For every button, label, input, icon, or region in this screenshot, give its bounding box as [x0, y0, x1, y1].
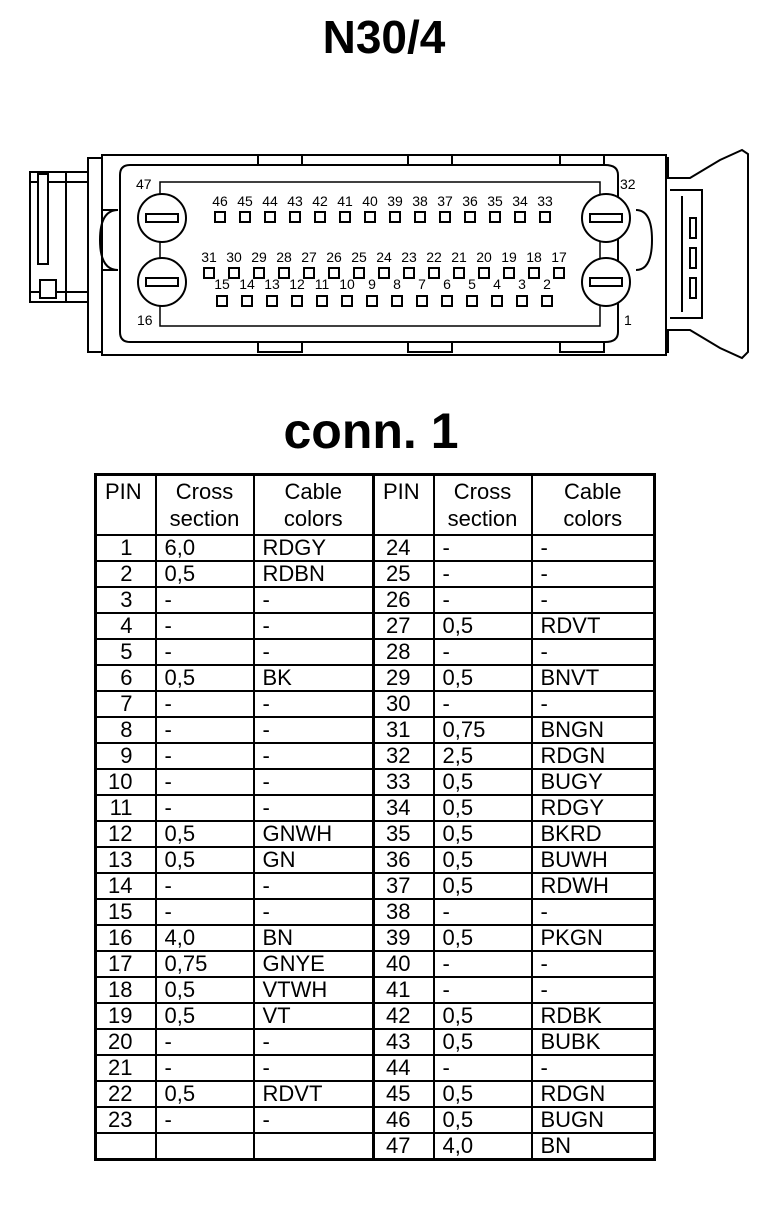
pin-number-label: 42	[312, 193, 328, 209]
cable-color-cell: RDGY	[254, 535, 374, 561]
pin-socket	[342, 296, 352, 306]
cross-section-cell: -	[434, 899, 532, 925]
pin-socket	[304, 268, 314, 278]
table-row	[96, 639, 655, 665]
cable-color-cell: RDBK	[532, 1003, 655, 1029]
table-row	[96, 561, 655, 587]
cable-color-cell: VT	[254, 1003, 374, 1029]
pin-number-label: 35	[487, 193, 503, 209]
header-cable-colors: Cable colors	[532, 475, 655, 536]
pin-cell: 35	[374, 821, 434, 847]
cable-color-cell: -	[532, 951, 655, 977]
pin-cell: 21	[96, 1055, 156, 1081]
pin-cell: 8	[96, 717, 156, 743]
pin-socket	[229, 268, 239, 278]
pin-cell: 18	[96, 977, 156, 1003]
cable-color-cell: -	[254, 639, 374, 665]
table-row	[96, 691, 655, 717]
pin-cell: 42	[374, 1003, 434, 1029]
table-row	[96, 587, 655, 613]
cross-section-cell: 0,5	[434, 925, 532, 951]
cross-section-cell: 0,5	[434, 1029, 532, 1055]
pin-cell: 9	[96, 743, 156, 769]
cable-color-cell: -	[532, 561, 655, 587]
cable-color-cell: BK	[254, 665, 374, 691]
cross-section-cell: -	[156, 769, 254, 795]
pin-socket	[279, 268, 289, 278]
pin-socket	[540, 212, 550, 222]
pin-socket	[215, 212, 225, 222]
pin-cell: 30	[374, 691, 434, 717]
pin-number-label: 29	[251, 249, 267, 265]
pin-number-label: 30	[226, 249, 242, 265]
pin-socket	[515, 212, 525, 222]
cross-section-cell: 0,5	[434, 795, 532, 821]
pin-socket	[467, 296, 477, 306]
pin-cell: 23	[96, 1107, 156, 1133]
pin-cell: 14	[96, 873, 156, 899]
pin-cell: 41	[374, 977, 434, 1003]
pin-number-label: 34	[512, 193, 528, 209]
table-row	[96, 1029, 655, 1055]
pin-cell: 47	[374, 1133, 434, 1160]
cable-color-cell: RDWH	[532, 873, 655, 899]
cable-color-cell: -	[532, 639, 655, 665]
pin-socket	[265, 212, 275, 222]
cable-color-cell: BUGN	[532, 1107, 655, 1133]
cable-color-cell: -	[532, 587, 655, 613]
pin-cell: 28	[374, 639, 434, 665]
cross-section-cell: 2,5	[434, 743, 532, 769]
cross-section-cell: 0,5	[434, 847, 532, 873]
pin-number-label: 33	[537, 193, 553, 209]
pin-socket	[442, 296, 452, 306]
cable-color-cell: RDGN	[532, 743, 655, 769]
cross-section-cell: 0,5	[434, 613, 532, 639]
cross-section-cell: -	[156, 873, 254, 899]
pin-number-label: 11	[314, 276, 330, 292]
table-row	[96, 613, 655, 639]
table-row	[96, 977, 655, 1003]
pin-socket	[554, 268, 564, 278]
pin-number-label: 40	[362, 193, 378, 209]
pin-cell	[96, 1133, 156, 1160]
pin-cell: 36	[374, 847, 434, 873]
pin-cell: 1	[96, 535, 156, 561]
pin-socket	[254, 268, 264, 278]
pin-number-label: 2	[543, 276, 551, 292]
pin-cell: 34	[374, 795, 434, 821]
cross-section-cell: -	[434, 977, 532, 1003]
pin-cell: 46	[374, 1107, 434, 1133]
pin-cell: 16	[96, 925, 156, 951]
table-row	[96, 1107, 655, 1133]
cross-section-cell: -	[156, 743, 254, 769]
table-row	[96, 1003, 655, 1029]
cable-color-cell: BN	[254, 925, 374, 951]
pin-cell: 44	[374, 1055, 434, 1081]
cross-section-cell: -	[156, 639, 254, 665]
pin-cell: 10	[96, 769, 156, 795]
header-pin: PIN	[374, 475, 434, 536]
cross-section-cell: 4,0	[434, 1133, 532, 1160]
pin-number-label: 41	[337, 193, 353, 209]
pin-socket	[240, 212, 250, 222]
corner-label-top-right: 32	[620, 176, 636, 192]
cable-color-cell: PKGN	[532, 925, 655, 951]
cable-color-cell: BUGY	[532, 769, 655, 795]
cross-section-cell: 0,5	[434, 665, 532, 691]
cross-section-cell: -	[156, 1029, 254, 1055]
pin-socket	[340, 212, 350, 222]
cross-section-cell: -	[156, 691, 254, 717]
pin-number-label: 3	[518, 276, 526, 292]
table-header-row	[96, 475, 655, 536]
cross-section-cell: 0,5	[434, 1003, 532, 1029]
header-cross-section: Cross section	[434, 475, 532, 536]
pin-number-label: 6	[443, 276, 451, 292]
cross-section-cell: -	[434, 1055, 532, 1081]
cross-section-cell: -	[434, 535, 532, 561]
pin-cell: 19	[96, 1003, 156, 1029]
cable-color-cell: -	[532, 1055, 655, 1081]
cross-section-cell: 0,5	[156, 665, 254, 691]
cross-section-cell: 0,75	[156, 951, 254, 977]
pin-number-label: 9	[368, 276, 376, 292]
cross-section-cell: 0,5	[156, 1003, 254, 1029]
pin-socket	[217, 296, 227, 306]
cable-color-cell: BNVT	[532, 665, 655, 691]
table-row	[96, 1081, 655, 1107]
pin-number-label: 45	[237, 193, 253, 209]
pin-socket	[479, 268, 489, 278]
pin-number-label: 38	[412, 193, 428, 209]
pin-number-label: 36	[462, 193, 478, 209]
table-row	[96, 769, 655, 795]
corner-label-top-left: 47	[136, 176, 152, 192]
pin-cell: 39	[374, 925, 434, 951]
pin-number-label: 39	[387, 193, 403, 209]
pin-cell: 4	[96, 613, 156, 639]
pin-socket	[390, 212, 400, 222]
cable-color-cell: RDBN	[254, 561, 374, 587]
cable-color-cell: -	[254, 873, 374, 899]
pin-cell: 5	[96, 639, 156, 665]
pin-socket	[365, 212, 375, 222]
cross-section-cell: -	[434, 691, 532, 717]
pin-cell: 20	[96, 1029, 156, 1055]
pin-number-label: 28	[276, 249, 292, 265]
pin-socket	[492, 296, 502, 306]
cross-section-cell: -	[156, 899, 254, 925]
pin-number-label: 26	[326, 249, 342, 265]
cross-section-cell: -	[156, 587, 254, 613]
pin-cell: 17	[96, 951, 156, 977]
pin-cell: 12	[96, 821, 156, 847]
header-cross-section: Cross section	[156, 475, 254, 536]
pin-cell: 15	[96, 899, 156, 925]
pin-socket	[315, 212, 325, 222]
pin-socket	[267, 296, 277, 306]
pin-cell: 26	[374, 587, 434, 613]
cross-section-cell: -	[156, 795, 254, 821]
cable-color-cell: RDVT	[532, 613, 655, 639]
pin-cell: 6	[96, 665, 156, 691]
pin-socket	[517, 296, 527, 306]
pin-socket	[404, 268, 414, 278]
pin-number-label: 14	[239, 276, 255, 292]
pin-socket	[317, 296, 327, 306]
pin-cell: 37	[374, 873, 434, 899]
pin-number-label: 37	[437, 193, 453, 209]
cable-color-cell: -	[254, 1055, 374, 1081]
table-row	[96, 899, 655, 925]
cable-color-cell: VTWH	[254, 977, 374, 1003]
pin-number-label: 8	[393, 276, 401, 292]
pin-socket	[417, 296, 427, 306]
pin-cell: 33	[374, 769, 434, 795]
cross-section-cell: 0,5	[434, 1081, 532, 1107]
cable-color-cell: -	[254, 613, 374, 639]
pin-socket	[529, 268, 539, 278]
pin-number-label: 23	[401, 249, 417, 265]
cable-color-cell: RDVT	[254, 1081, 374, 1107]
pin-number-label: 20	[476, 249, 492, 265]
pin-number-label: 21	[451, 249, 467, 265]
cross-section-cell: 0,5	[156, 821, 254, 847]
cross-section-cell: -	[156, 1107, 254, 1133]
pin-cell: 3	[96, 587, 156, 613]
cross-section-cell: 0,5	[156, 847, 254, 873]
pin-socket	[415, 212, 425, 222]
cross-section-cell: 0,5	[156, 561, 254, 587]
table-row	[96, 665, 655, 691]
cross-section-cell: -	[156, 717, 254, 743]
cross-section-cell: -	[434, 587, 532, 613]
connector-drawing	[0, 120, 768, 370]
table-row	[96, 795, 655, 821]
pin-number-label: 12	[289, 276, 305, 292]
cross-section-cell: -	[434, 561, 532, 587]
pin-cell: 11	[96, 795, 156, 821]
cross-section-cell: 0,5	[434, 1107, 532, 1133]
pin-cell: 45	[374, 1081, 434, 1107]
pin-number-label: 13	[264, 276, 280, 292]
pin-socket	[454, 268, 464, 278]
pin-socket	[379, 268, 389, 278]
cross-section-cell: -	[434, 639, 532, 665]
pin-socket	[504, 268, 514, 278]
cable-color-cell: BUWH	[532, 847, 655, 873]
table-row	[96, 847, 655, 873]
pin-number-label: 44	[262, 193, 278, 209]
pin-socket	[440, 212, 450, 222]
cross-section-cell: -	[156, 613, 254, 639]
pin-cell: 27	[374, 613, 434, 639]
pin-cell: 32	[374, 743, 434, 769]
corner-label-bottom-right: 1	[624, 312, 632, 328]
cross-section-cell: -	[156, 1055, 254, 1081]
table-row	[96, 873, 655, 899]
pin-number-label: 15	[214, 276, 230, 292]
pin-cell: 24	[374, 535, 434, 561]
pin-cell: 25	[374, 561, 434, 587]
pin-socket	[292, 296, 302, 306]
pin-cell: 31	[374, 717, 434, 743]
cable-color-cell: -	[254, 691, 374, 717]
pin-cell: 13	[96, 847, 156, 873]
table-row	[96, 1055, 655, 1081]
pin-socket	[542, 296, 552, 306]
pin-number-label: 17	[551, 249, 567, 265]
cross-section-cell: 0,5	[434, 769, 532, 795]
pin-cell: 29	[374, 665, 434, 691]
pin-number-label: 5	[468, 276, 476, 292]
cable-color-cell: GN	[254, 847, 374, 873]
pin-socket	[354, 268, 364, 278]
pin-socket	[392, 296, 402, 306]
table-row	[96, 743, 655, 769]
pin-assignment-table	[94, 473, 656, 1161]
pin-socket	[367, 296, 377, 306]
corner-label-bottom-left: 16	[137, 312, 153, 328]
pin-number-label: 22	[426, 249, 442, 265]
pin-socket	[329, 268, 339, 278]
connector-title: conn. 1	[283, 403, 459, 459]
cable-color-cell: BN	[532, 1133, 655, 1160]
pin-number-label: 18	[526, 249, 542, 265]
cross-section-cell: 0,75	[434, 717, 532, 743]
pin-number-label: 31	[201, 249, 217, 265]
pin-socket	[429, 268, 439, 278]
cable-color-cell: -	[532, 535, 655, 561]
cable-color-cell: -	[532, 691, 655, 717]
pin-cell: 2	[96, 561, 156, 587]
pin-socket	[465, 212, 475, 222]
cable-color-cell: -	[532, 977, 655, 1003]
cable-color-cell: RDGY	[532, 795, 655, 821]
pin-number-label: 7	[418, 276, 426, 292]
pin-cell: 38	[374, 899, 434, 925]
header-pin: PIN	[96, 475, 156, 536]
pin-number-label: 10	[339, 276, 355, 292]
cross-section-cell: 6,0	[156, 535, 254, 561]
cable-color-cell: -	[254, 743, 374, 769]
pin-socket	[242, 296, 252, 306]
cross-section-cell: -	[434, 951, 532, 977]
pin-cell: 43	[374, 1029, 434, 1055]
cross-section-cell: 0,5	[156, 1081, 254, 1107]
cross-section-cell	[156, 1133, 254, 1160]
pin-number-label: 24	[376, 249, 392, 265]
pin-number-label: 25	[351, 249, 367, 265]
cable-color-cell: -	[254, 769, 374, 795]
cross-section-cell: 4,0	[156, 925, 254, 951]
pin-socket	[490, 212, 500, 222]
pin-socket	[204, 268, 214, 278]
table-row	[96, 951, 655, 977]
cross-section-cell: 0,5	[156, 977, 254, 1003]
cable-color-cell: -	[532, 899, 655, 925]
table-row	[96, 925, 655, 951]
cable-color-cell: BNGN	[532, 717, 655, 743]
table-row	[96, 1133, 655, 1160]
cross-section-cell: 0,5	[434, 821, 532, 847]
pin-cell: 40	[374, 951, 434, 977]
cable-color-cell: GNYE	[254, 951, 374, 977]
cable-color-cell: -	[254, 1029, 374, 1055]
cable-color-cell: -	[254, 795, 374, 821]
cable-color-cell: BKRD	[532, 821, 655, 847]
table-row	[96, 821, 655, 847]
pin-socket	[290, 212, 300, 222]
cross-section-cell: 0,5	[434, 873, 532, 899]
cable-color-cell	[254, 1133, 374, 1160]
pin-number-label: 46	[212, 193, 228, 209]
cable-color-cell: -	[254, 587, 374, 613]
header-cable-colors: Cable colors	[254, 475, 374, 536]
pin-number-label: 19	[501, 249, 517, 265]
pin-cell: 7	[96, 691, 156, 717]
cable-color-cell: GNWH	[254, 821, 374, 847]
pin-cell: 22	[96, 1081, 156, 1107]
pin-number-label: 43	[287, 193, 303, 209]
pin-number-label: 4	[493, 276, 501, 292]
cable-color-cell: -	[254, 1107, 374, 1133]
cable-color-cell: -	[254, 717, 374, 743]
table-row	[96, 535, 655, 561]
diagram-title: N30/4	[322, 11, 446, 63]
table-row	[96, 717, 655, 743]
pin-number-label: 27	[301, 249, 317, 265]
cable-color-cell: -	[254, 899, 374, 925]
cable-color-cell: RDGN	[532, 1081, 655, 1107]
cable-color-cell: BUBK	[532, 1029, 655, 1055]
